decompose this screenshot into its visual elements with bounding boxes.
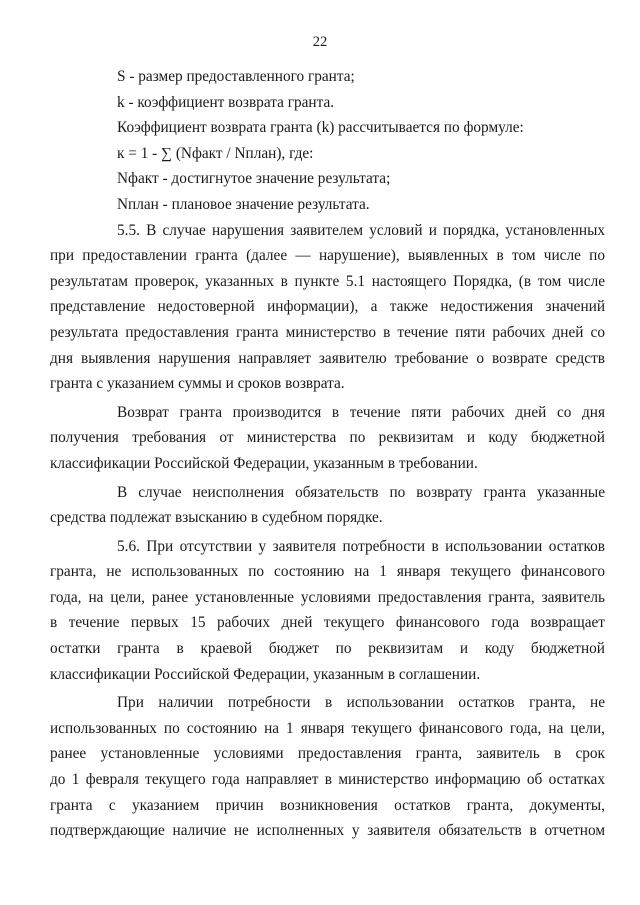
paragraph-grant-return (50, 400, 605, 477)
paragraph-line: средства подлежат взысканию в судебном порядке. (50, 509, 383, 527)
paragraph-5-5 (50, 218, 605, 397)
paragraph-line: года, на цели, ранее установленные условиями предоставления гранта, заявитель (50, 588, 605, 606)
paragraph-line: до 1 февраля текущего года направляет в министерство информацию об остатках (50, 771, 605, 789)
paragraph-line: остатки гранта в краевой бюджет по реквизитам и коду бюджетной (50, 640, 605, 658)
definition-line: Nплан - плановое значение результата. (117, 195, 370, 213)
paragraph-line: представление недостоверной информации), а также недостижения значений (50, 298, 605, 316)
definition-line: S - размер предоставленного гранта; (117, 68, 355, 85)
paragraph-line: получения требования от министерства по реквизитам и коду бюджетной (50, 429, 605, 447)
paragraph-line: При наличии потребности в использовании остатков гранта, не (117, 694, 605, 712)
document-body (50, 64, 605, 844)
paragraph-line: использованных по состоянию на 1 января текущего финансового года, на цели, (50, 719, 605, 737)
paragraph-line: результата предоставления гранта министерство в течение пяти рабочих дней со (50, 323, 605, 341)
paragraph-5-6 (50, 534, 605, 688)
paragraph-line: гранта с указанием суммы и сроков возврата. (50, 375, 345, 393)
definition-line: Коэффициент возврата гранта (k) рассчитывается по формуле: (117, 119, 524, 137)
formula-line: к = 1 - ∑ (Nфакт / Nплан), где: (117, 144, 314, 162)
definition-line: k - коэффициент возврата гранта. (117, 93, 335, 111)
paragraph-line: результатам проверок, указанных в пункте 5.1 настоящего Порядка, (в том числе (50, 272, 605, 290)
paragraph-line: в течение первых 15 рабочих дней текущего финансового года возвращает (50, 614, 605, 632)
paragraph-line: ранее установленные условиями предоставления гранта, заявитель в срок (50, 745, 605, 763)
paragraph-line: гранта, не использованных по состоянию на 1 января текущего финансового (50, 563, 605, 581)
paragraph-line: 5.6. При отсутствии у заявителя потребности в использовании остатков (117, 537, 605, 555)
page-number: 22 (312, 34, 328, 50)
paragraph-line: В случае неисполнения обязательств по возврату гранта указанные (117, 483, 605, 501)
definition-line: Nфакт - достигнутое значение результата; (117, 170, 391, 188)
paragraph-line: классификации Российской Федерации, указанным в соглашении. (50, 665, 481, 683)
paragraph-line: при предоставлении гранта (далее — нарушение), выявленных в том числе по (50, 247, 605, 265)
paragraph-line: классификации Российской Федерации, указанным в требовании. (50, 454, 478, 472)
paragraph-line: дня выявления нарушения направляет заявителю требование о возврате средств (50, 349, 605, 367)
paragraph-remaining-need (50, 690, 605, 844)
paragraph-line: гранта с указанием причин возникновения остатков гранта, документы, (50, 796, 605, 814)
paragraph-non-fulfillment (50, 480, 605, 531)
paragraph-line: 5.5. В случае нарушения заявителем условий и порядка, установленных (117, 221, 605, 239)
paragraph-line: подтверждающие наличие не исполненных у заявителя обязательств в отчетном (50, 822, 605, 840)
paragraph-line: Возврат гранта производится в течение пяти рабочих дней со дня (117, 403, 605, 421)
